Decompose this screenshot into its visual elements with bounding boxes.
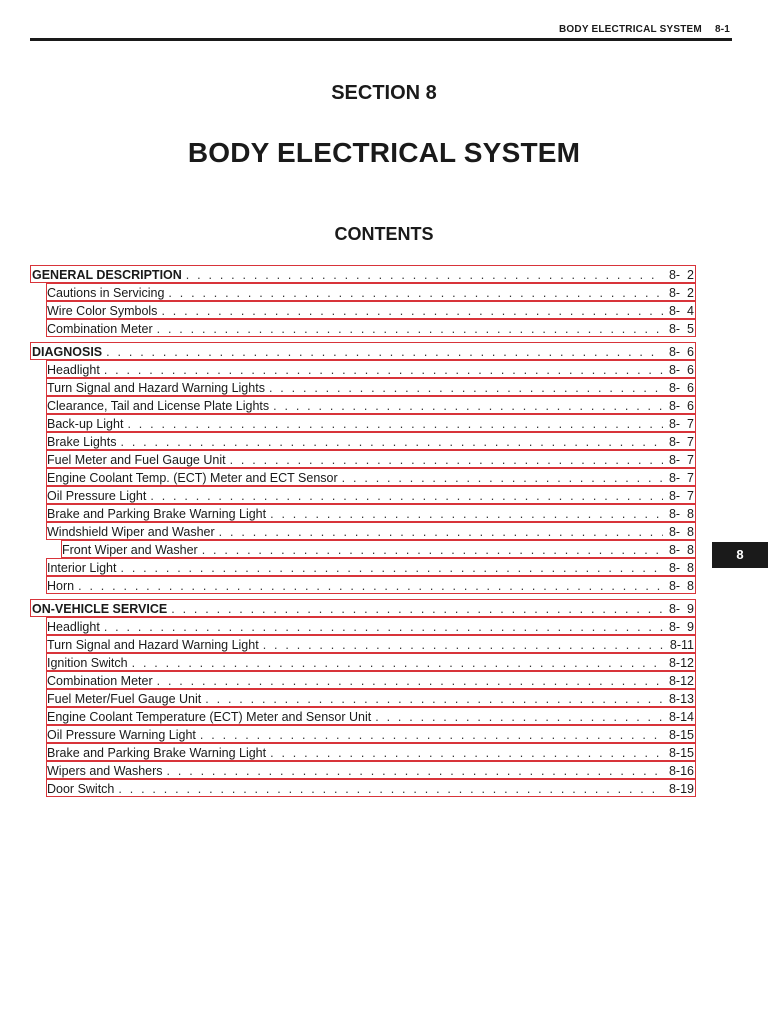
- toc-entry-page: 8-13: [668, 692, 694, 706]
- toc-entry[interactable]: [46, 283, 696, 301]
- toc-entry-title: Cautions in Servicing: [47, 286, 165, 300]
- section-label: SECTION 8: [331, 82, 437, 104]
- toc-entry-title: Windshield Wiper and Washer: [47, 525, 215, 539]
- toc-entry-page: 8- 9: [668, 602, 694, 616]
- toc-entry[interactable]: [46, 558, 696, 576]
- toc-entry-page: 8- 6: [668, 381, 694, 395]
- dot-leader: [150, 487, 663, 504]
- toc-entry-title: Oil Pressure Warning Light: [47, 728, 196, 742]
- toc-entry[interactable]: [46, 522, 696, 540]
- dot-leader: [186, 266, 663, 283]
- section-thumb-tab: 8: [712, 542, 768, 568]
- toc-entry-title: Brake and Parking Brake Warning Light: [47, 507, 267, 521]
- toc-entry[interactable]: [46, 396, 696, 414]
- toc-entry-page: 8- 8: [668, 543, 694, 557]
- dot-leader: [263, 636, 664, 653]
- dot-leader: [132, 654, 663, 671]
- dot-leader: [104, 361, 663, 378]
- dot-leader: [205, 690, 663, 707]
- header-rule: [30, 38, 732, 41]
- toc-entry-title: Combination Meter: [47, 322, 153, 336]
- toc-entry-page: 8- 9: [668, 620, 694, 634]
- toc-entry-title: ON-VEHICLE SERVICE: [32, 602, 168, 616]
- dot-leader: [200, 726, 663, 743]
- toc-entry-page: 8- 7: [668, 489, 694, 503]
- toc-entry[interactable]: [46, 743, 696, 761]
- toc-section-entry[interactable]: [30, 265, 696, 283]
- toc-entry[interactable]: [46, 450, 696, 468]
- toc-entry[interactable]: [46, 432, 696, 450]
- page-number: 8-1: [714, 24, 730, 35]
- toc-entry-page: 8- 8: [668, 561, 694, 575]
- toc-entry-page: 8- 8: [668, 525, 694, 539]
- toc-entry-page: 8- 5: [668, 322, 694, 336]
- toc-entry-title: Front Wiper and Washer: [62, 543, 198, 557]
- toc-entry[interactable]: [46, 360, 696, 378]
- toc-entry-title: Interior Light: [47, 561, 117, 575]
- toc-entry[interactable]: [46, 617, 696, 635]
- toc-entry[interactable]: [46, 779, 696, 797]
- running-header-title: BODY ELECTRICAL SYSTEM: [559, 24, 702, 35]
- toc-entry-title: Horn: [47, 579, 75, 593]
- toc-entry-page: 8-12: [668, 674, 694, 688]
- toc-group: [30, 342, 696, 594]
- toc-entry-title: Turn Signal and Hazard Warning Light: [47, 638, 259, 652]
- toc-entry-page: 8- 2: [668, 286, 694, 300]
- toc-entry[interactable]: [46, 301, 696, 319]
- dot-leader: [168, 284, 663, 301]
- section-title: BODY ELECTRICAL SYSTEM: [187, 137, 581, 168]
- dot-leader: [273, 397, 663, 414]
- toc-entry-title: Fuel Meter and Fuel Gauge Unit: [47, 453, 226, 467]
- dot-leader: [202, 541, 663, 558]
- toc-entry[interactable]: [46, 707, 696, 725]
- dot-leader: [171, 600, 663, 617]
- toc-entry[interactable]: [46, 468, 696, 486]
- dot-leader: [157, 672, 663, 689]
- dot-leader: [270, 744, 663, 761]
- toc-entry-page: 8-16: [668, 764, 694, 778]
- toc-entry[interactable]: [46, 635, 696, 653]
- toc-entry-page: 8-15: [668, 746, 694, 760]
- toc-group: [30, 599, 696, 797]
- toc-entry-page: 8- 4: [668, 304, 694, 318]
- toc-entry-page: 8- 7: [668, 417, 694, 431]
- toc-entry-page: 8- 7: [668, 471, 694, 485]
- toc-entry-title: GENERAL DESCRIPTION: [32, 268, 182, 282]
- dot-leader: [78, 577, 663, 594]
- toc-entry-title: Back-up Light: [47, 417, 124, 431]
- dot-leader: [342, 469, 663, 486]
- toc-entry-title: Wipers and Washers: [47, 764, 163, 778]
- toc-entry-page: 8-12: [668, 656, 694, 670]
- toc-entry-page: 8- 2: [668, 268, 694, 282]
- toc-entry[interactable]: [46, 725, 696, 743]
- toc-entry-page: 8-19: [668, 782, 694, 796]
- toc-entry-title: Headlight: [47, 363, 100, 377]
- dot-leader: [120, 559, 663, 576]
- dot-leader: [120, 433, 663, 450]
- toc-entry-title: Clearance, Tail and License Plate Lights: [47, 399, 270, 413]
- toc-entry-title: Engine Coolant Temp. (ECT) Meter and ECT Sensor: [47, 471, 338, 485]
- toc-entry[interactable]: [46, 671, 696, 689]
- toc-group: [30, 265, 696, 337]
- dot-leader: [104, 618, 663, 635]
- toc-entry-title: Engine Coolant Temperature (ECT) Meter and Sensor Unit: [47, 710, 372, 724]
- toc-entry-title: Wire Color Symbols: [47, 304, 158, 318]
- dot-leader: [269, 379, 663, 396]
- toc-entry-title: Turn Signal and Hazard Warning Lights: [47, 381, 265, 395]
- dot-leader: [167, 762, 663, 779]
- toc-entry-page: 8-11: [669, 638, 694, 652]
- running-header: [559, 24, 730, 35]
- toc-entry-page: 8- 6: [668, 399, 694, 413]
- toc-entry[interactable]: [46, 689, 696, 707]
- dot-leader: [230, 451, 663, 468]
- toc-entry-title: Oil Pressure Light: [47, 489, 147, 503]
- toc-section-entry[interactable]: [30, 599, 696, 617]
- toc-entry-title: Brake and Parking Brake Warning Light: [47, 746, 267, 760]
- toc-entry-title: Fuel Meter/Fuel Gauge Unit: [47, 692, 202, 706]
- toc-entry-title: Door Switch: [47, 782, 115, 796]
- dot-leader: [270, 505, 663, 522]
- toc-section-entry[interactable]: [30, 342, 696, 360]
- toc-entry[interactable]: [46, 653, 696, 671]
- toc-entry[interactable]: [61, 540, 696, 558]
- toc-entry-page: 8-15: [668, 728, 694, 742]
- toc-entry[interactable]: [46, 378, 696, 396]
- dot-leader: [375, 708, 663, 725]
- toc-entry-page: 8- 6: [668, 345, 694, 359]
- toc-entry-title: Ignition Switch: [47, 656, 128, 670]
- dot-leader: [118, 780, 663, 797]
- toc-entry[interactable]: [46, 414, 696, 432]
- dot-leader: [157, 320, 663, 337]
- toc-entry-page: 8- 8: [668, 507, 694, 521]
- toc-entry-title: DIAGNOSIS: [32, 345, 103, 359]
- toc-entry[interactable]: [46, 761, 696, 779]
- dot-leader: [127, 415, 663, 432]
- toc-entry-title: Brake Lights: [47, 435, 117, 449]
- toc-entry-title: Headlight: [47, 620, 100, 634]
- toc-entry-page: 8- 7: [668, 453, 694, 467]
- toc-entry-page: 8- 6: [668, 363, 694, 377]
- toc-entry[interactable]: [46, 486, 696, 504]
- dot-leader: [106, 343, 663, 360]
- toc-entry-title: Combination Meter: [47, 674, 153, 688]
- toc-entry[interactable]: [46, 504, 696, 522]
- toc-entry[interactable]: [46, 576, 696, 594]
- toc-entry-page: 8- 7: [668, 435, 694, 449]
- table-of-contents: [30, 265, 696, 802]
- dot-leader: [161, 302, 663, 319]
- toc-entry-page: 8- 8: [668, 579, 694, 593]
- contents-heading: CONTENTS: [334, 224, 434, 244]
- dot-leader: [219, 523, 663, 540]
- toc-entry[interactable]: [46, 319, 696, 337]
- toc-entry-page: 8-14: [668, 710, 694, 724]
